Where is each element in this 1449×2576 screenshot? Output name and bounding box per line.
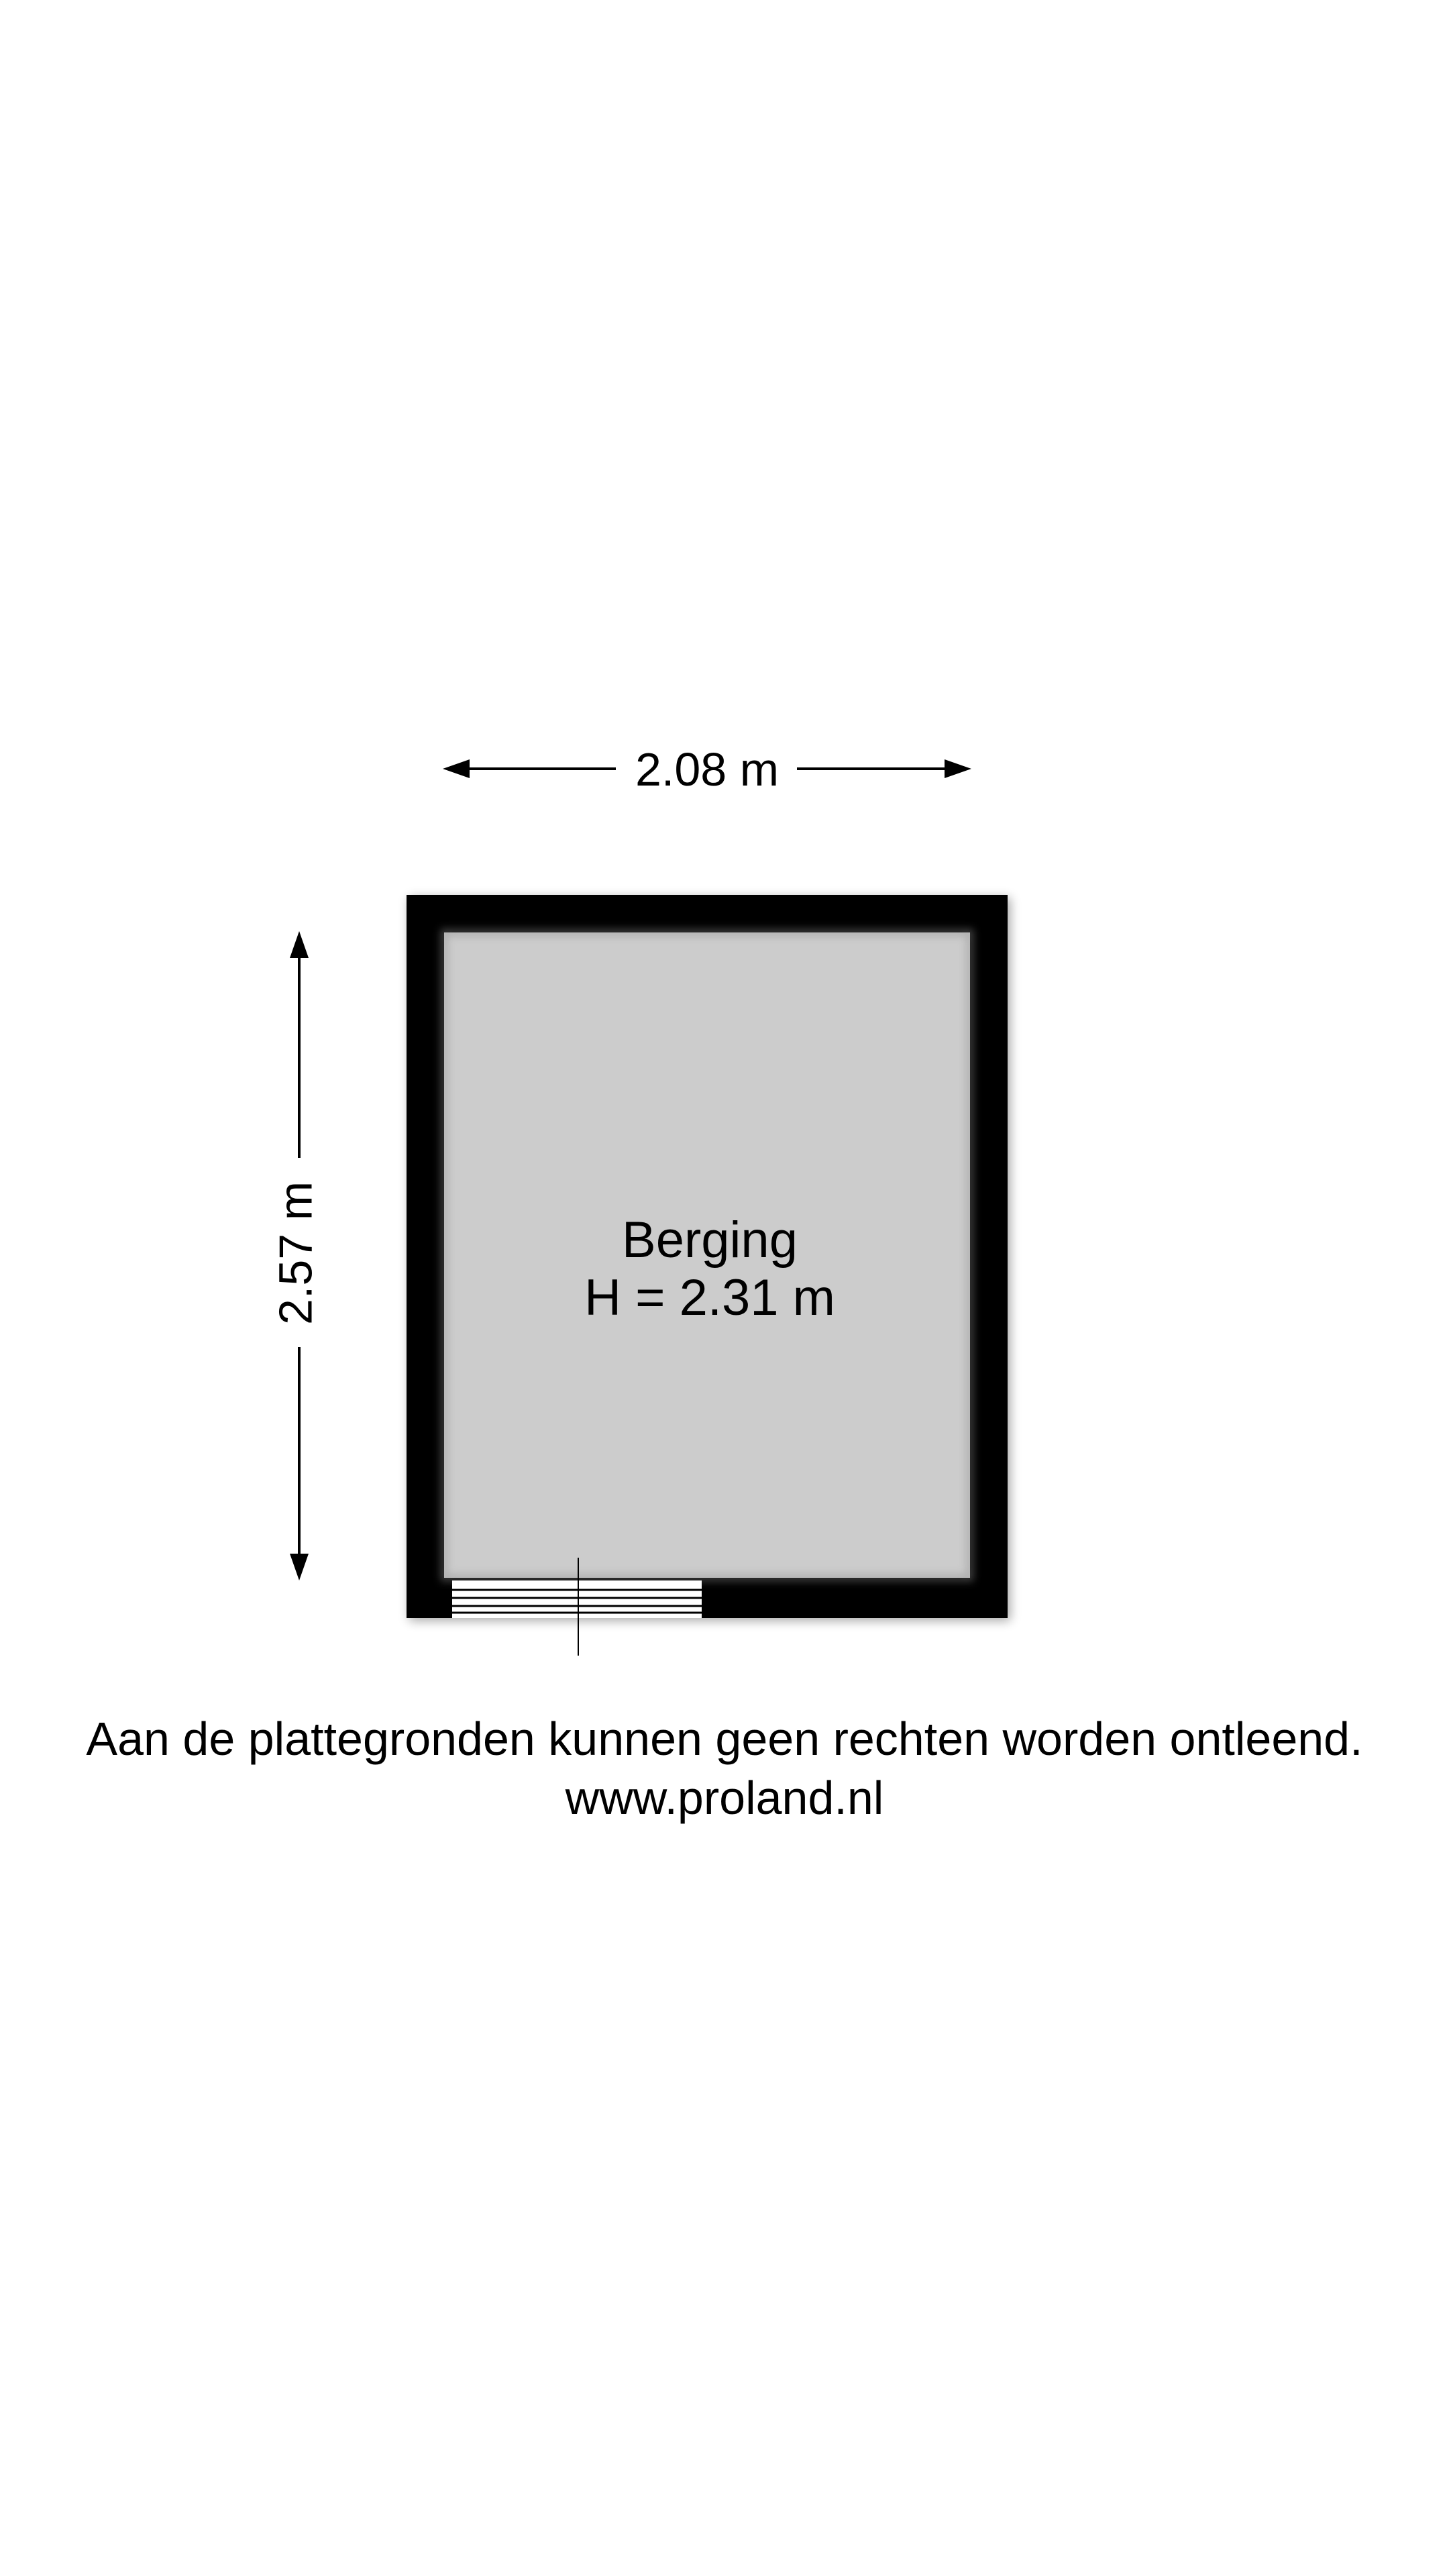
height-dimension <box>269 931 321 1580</box>
website-text: www.proland.nl <box>565 1772 884 1824</box>
room-name: Berging <box>622 1212 798 1269</box>
arrow-up-icon <box>290 931 309 958</box>
width-dimension <box>443 743 971 796</box>
arrow-down-icon <box>290 1554 309 1580</box>
width-dimension-label: 2.08 m <box>635 743 779 796</box>
height-dimension-label: 2.57 m <box>269 1181 322 1325</box>
arrow-left-icon <box>443 759 470 778</box>
disclaimer-text: Aan de plattegronden kunnen geen rechten worden ontleend. <box>86 1713 1363 1765</box>
arrow-right-icon <box>945 759 971 778</box>
room-height: H = 2.31 m <box>584 1269 835 1326</box>
